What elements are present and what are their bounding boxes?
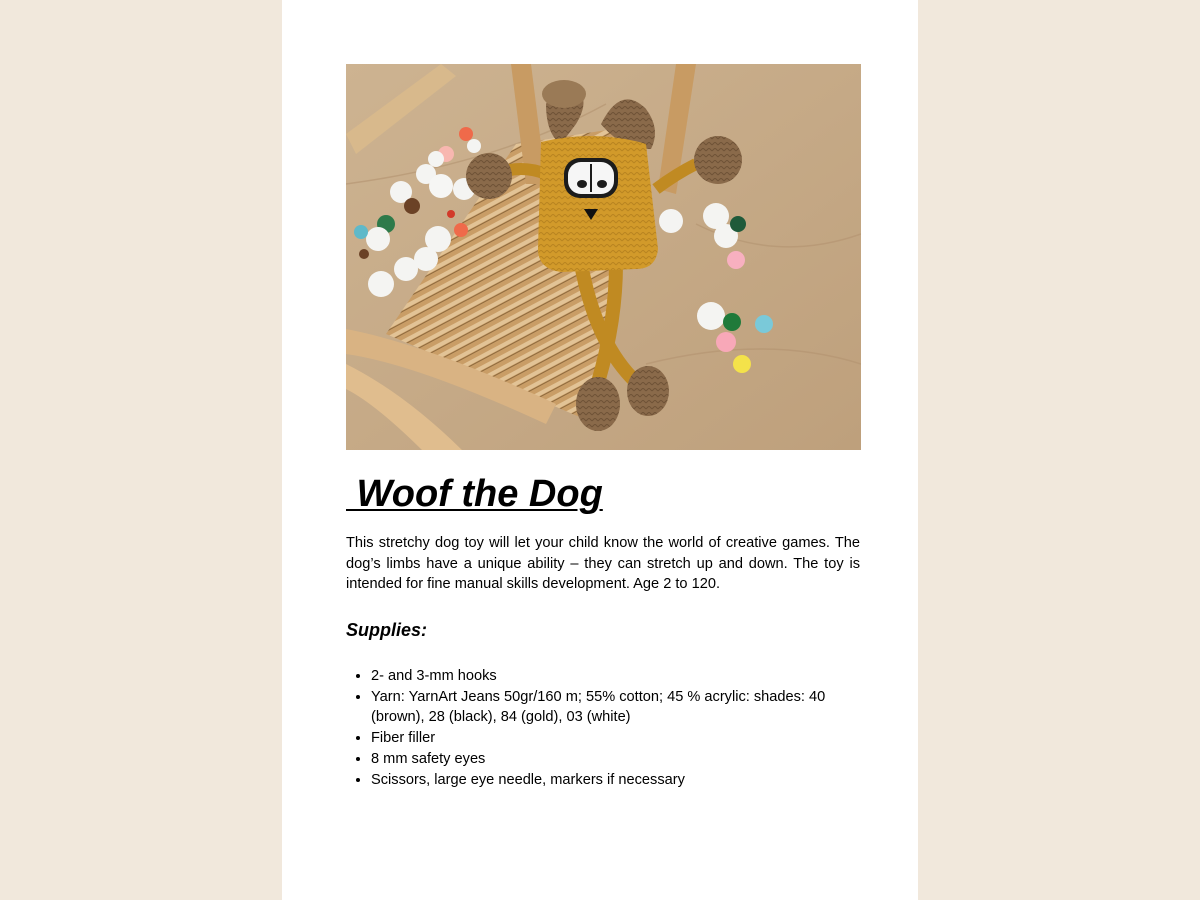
page-title: Woof the Dog [346, 473, 603, 515]
photo-illustration [346, 64, 861, 450]
list-item: • Scissors, large eye needle, markers if necessary [371, 770, 860, 791]
supplies-heading: Supplies: [346, 620, 428, 640]
list-item: • 8 mm safety eyes [371, 749, 860, 770]
crochet-dog-photo [346, 64, 861, 450]
description-paragraph: This stretchy dog toy will let your child know the world of creative games. The dog’s limbs have a unique ability – they can stretch up and down. The toy is intended for fine manual skills development. Age 2 to 120. [346, 535, 860, 593]
list-item: • Yarn: YarnArt Jeans 50gr/160 m; 55% cotton; 45 % acrylic: shades: 40 (brown), 28 (black), 84 (gold), 03 (white) [371, 687, 860, 728]
list-item: • 2- and 3-mm hooks [371, 666, 860, 687]
list-item: • Fiber filler [371, 728, 860, 749]
document-page [282, 0, 918, 900]
supplies-list [346, 666, 860, 790]
